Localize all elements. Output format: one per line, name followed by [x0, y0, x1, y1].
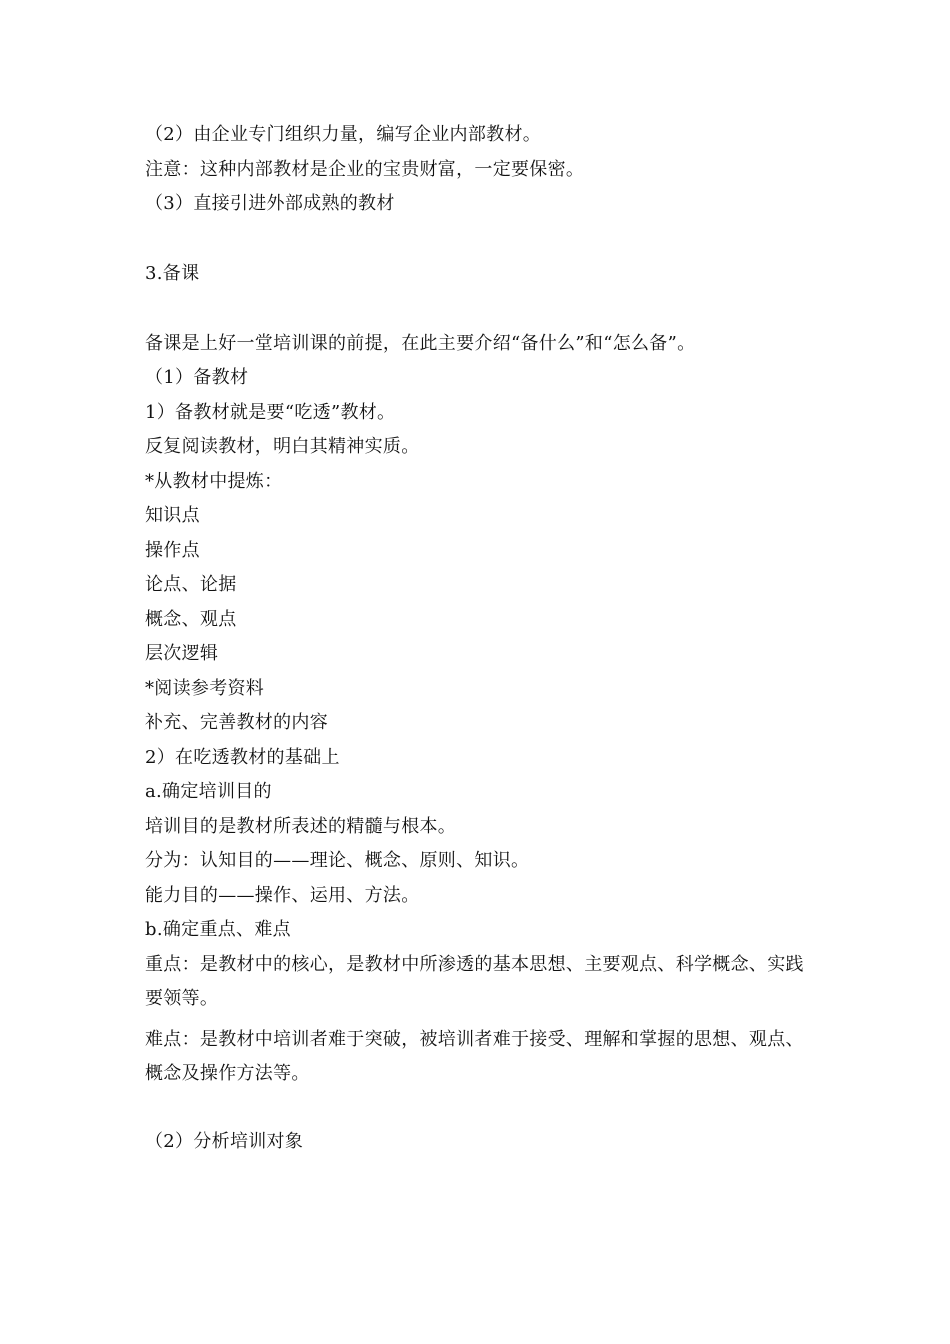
paragraph-external-textbook: （3）直接引进外部成熟的教材 [145, 193, 395, 214]
subheading-prepare-textbook: （1）备教材 [145, 367, 249, 388]
subheading-analyze-trainees: （2）分析培训对象 [145, 1131, 304, 1152]
paragraph-difficult-points: 难点：是教材中培训者难于突破，被培训者难于接受、理解和掌握的思想、观点、概念及操作方法等。 [145, 1029, 804, 1084]
paragraph-master-textbook: 1）备教材就是要“吃透”教材。 [145, 402, 396, 423]
paragraph-lesson-prep-intro: 备课是上好一堂培训课的前提，在此主要介绍“备什么”和“怎么备”。 [145, 333, 696, 354]
subheading-key-difficult: b.确定重点、难点 [145, 919, 291, 940]
paragraph-on-basis: 2）在吃透教材的基础上 [145, 747, 340, 768]
paragraph-note-confidential: 注意：这种内部教材是企业的宝贵财富，一定要保密。 [145, 159, 585, 180]
list-item-arguments: 论点、论据 [145, 574, 237, 595]
list-item-operation-points: 操作点 [145, 540, 200, 561]
list-item-supplement: 补充、完善教材的内容 [145, 712, 328, 733]
list-heading-extract: *从教材中提炼： [145, 471, 283, 492]
paragraph-ability-purpose: 能力目的——操作、运用、方法。 [145, 885, 420, 906]
section-heading-lesson-prep: 3.备课 [145, 263, 200, 284]
paragraph-purpose-definition: 培训目的是教材所表述的精髓与根本。 [145, 816, 457, 837]
paragraph-internal-textbook: （2）由企业专门组织力量，编写企业内部教材。 [145, 124, 542, 145]
list-item-logic-levels: 层次逻辑 [145, 643, 219, 664]
paragraph-cognitive-purpose: 分为：认知目的——理论、概念、原则、知识。 [145, 850, 530, 871]
subheading-training-purpose: a.确定培训目的 [145, 781, 272, 802]
paragraph-key-points: 重点：是教材中的核心，是教材中所渗透的基本思想、主要观点、科学概念、实践要领等。 [145, 954, 804, 1009]
list-heading-reference-reading: *阅读参考资料 [145, 678, 265, 699]
list-item-knowledge-points: 知识点 [145, 505, 200, 526]
paragraph-repeat-reading: 反复阅读教材，明白其精神实质。 [145, 436, 420, 457]
list-item-concepts: 概念、观点 [145, 609, 237, 630]
